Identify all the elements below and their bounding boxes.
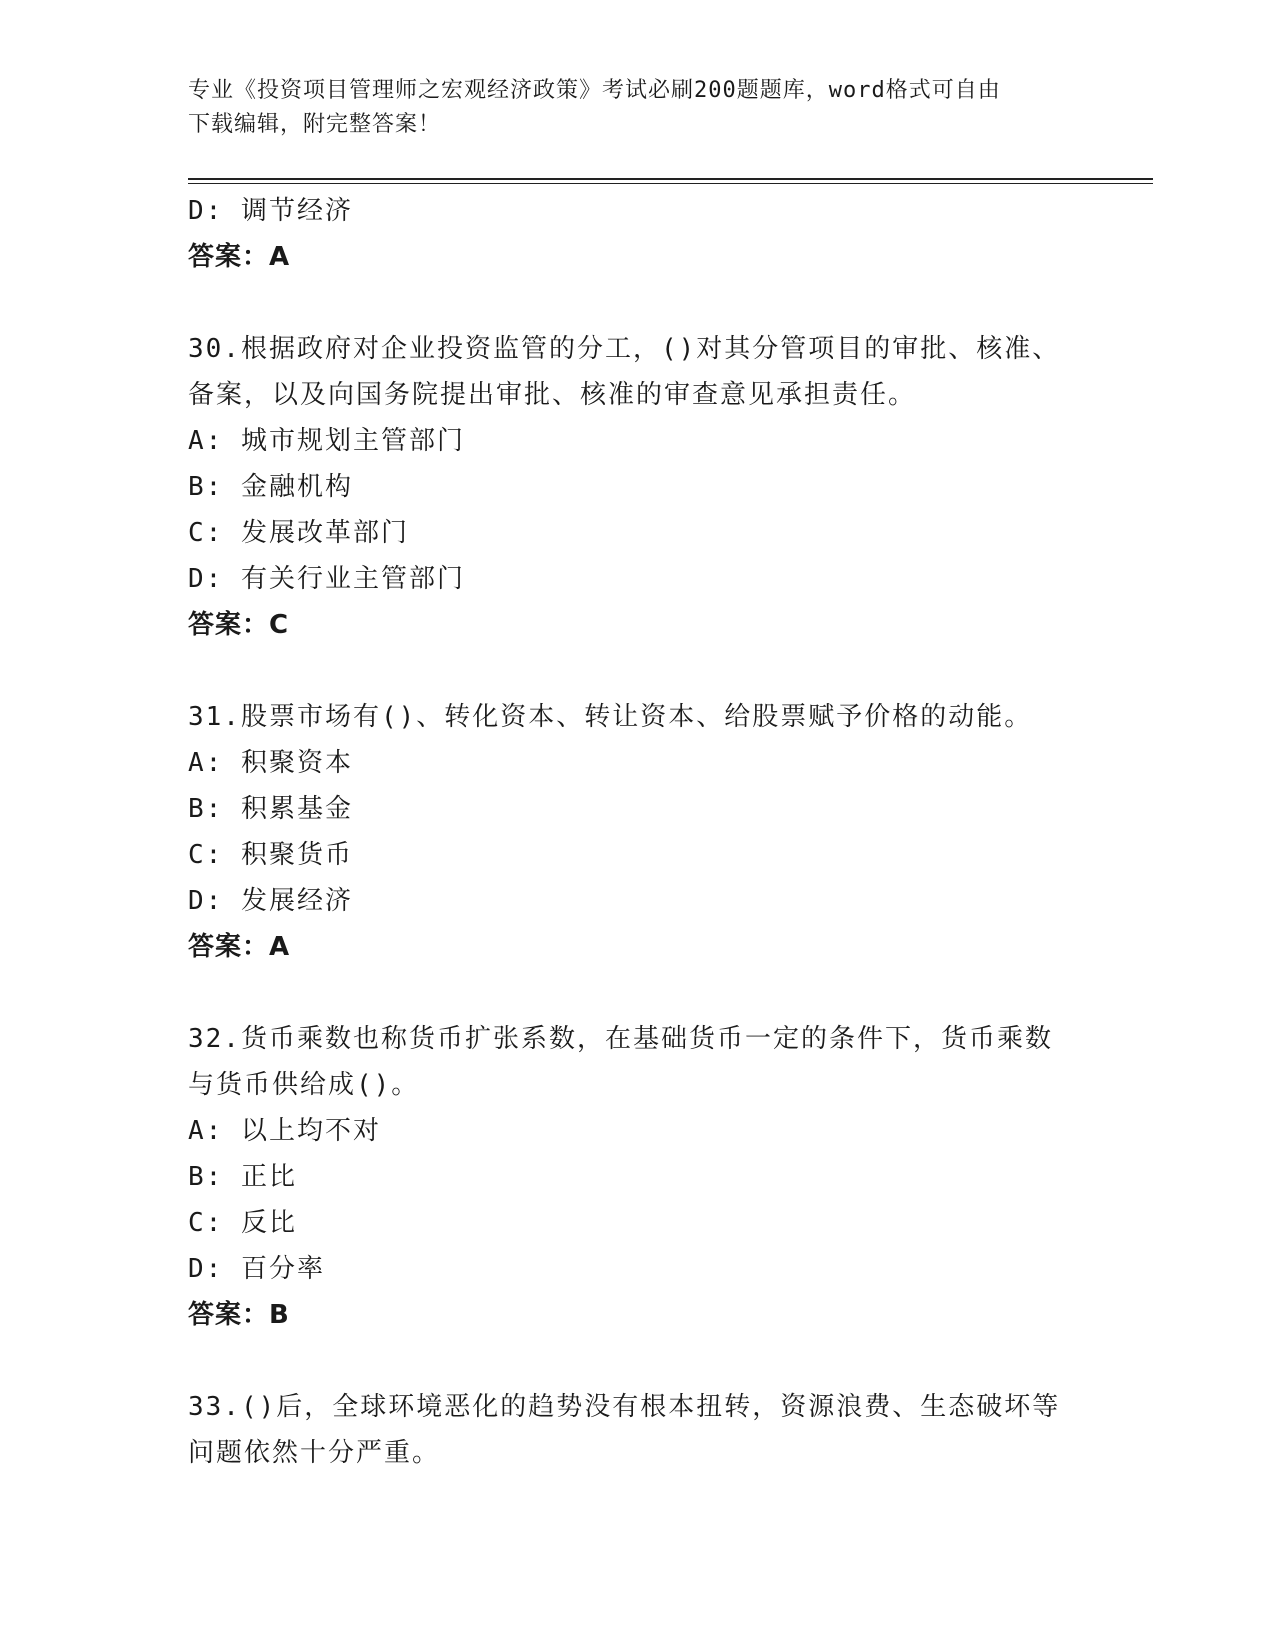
prev-option-d: D: 调节经济 — [188, 196, 353, 226]
answer: 答案：B — [188, 1300, 290, 1330]
option-d: D: 百分率 — [188, 1254, 325, 1284]
question-text: 31.股票市场有()、转化资本、转让资本、给股票赋予价格的动能。 — [188, 702, 1033, 732]
document-body — [188, 188, 1088, 1476]
option-c: C: 发展改革部门 — [188, 518, 409, 548]
header-divider-thick — [188, 178, 1153, 180]
option-b: B: 积累基金 — [188, 794, 353, 824]
question-30 — [188, 326, 1088, 648]
prev-answer: 答案：A — [188, 242, 291, 272]
option-b: B: 正比 — [188, 1162, 297, 1192]
answer: 答案：A — [188, 932, 291, 962]
option-a: A: 以上均不对 — [188, 1116, 381, 1146]
option-d: D: 发展经济 — [188, 886, 353, 916]
option-a: A: 城市规划主管部门 — [188, 426, 465, 456]
question-33 — [188, 1384, 1088, 1476]
question-text: 32.货币乘数也称货币扩张系数，在基础货币一定的条件下，货币乘数 — [188, 1024, 1053, 1054]
option-c: C: 反比 — [188, 1208, 297, 1238]
question-text: 30.根据政府对企业投资监管的分工，()对其分管项目的审批、核准、 — [188, 334, 1061, 364]
question-text: 33.()后，全球环境恶化的趋势没有根本扭转，资源浪费、生态破坏等 — [188, 1392, 1061, 1422]
option-b: B: 金融机构 — [188, 472, 353, 502]
option-d: D: 有关行业主管部门 — [188, 564, 465, 594]
question-32 — [188, 1016, 1088, 1338]
option-a: A: 积聚资本 — [188, 748, 353, 778]
question-text-cont: 与货币供给成()。 — [188, 1070, 420, 1100]
question-31 — [188, 694, 1088, 970]
header-divider-thin — [188, 183, 1153, 184]
answer: 答案：C — [188, 610, 290, 640]
question-text-cont: 备案，以及向国务院提出审批、核准的审查意见承担责任。 — [188, 380, 917, 410]
header-line-2: 下载编辑，附完整答案！ — [188, 112, 442, 137]
header-line-1: 专业《投资项目管理师之宏观经济政策》考试必刷200题题库，word格式可自由 — [188, 78, 1001, 103]
question-text-cont: 问题依然十分严重。 — [188, 1438, 441, 1468]
option-c: C: 积聚货币 — [188, 840, 353, 870]
document-header — [188, 74, 1068, 142]
